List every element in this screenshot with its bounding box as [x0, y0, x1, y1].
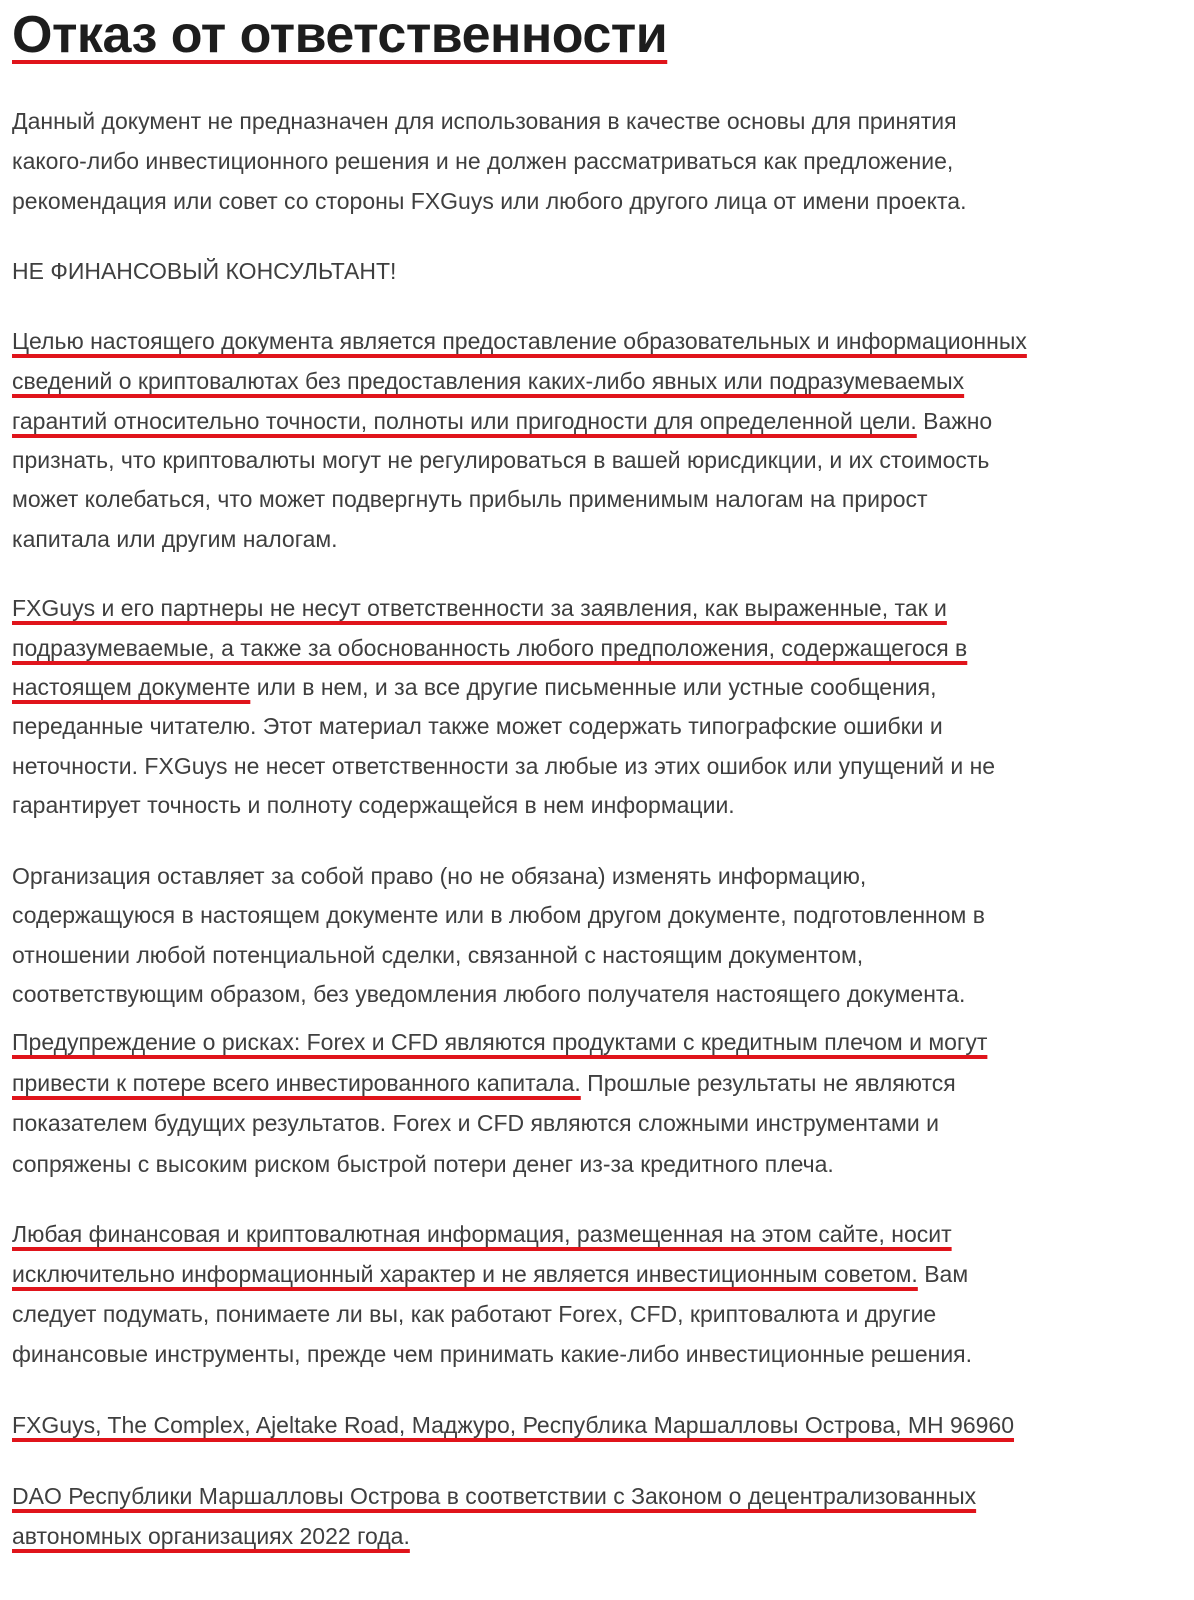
p3-line-3: гарантий относительно точности, полноты или пригодности для определенной цели. Важно [12, 408, 993, 434]
p7-line-4: финансовые инструменты, прежде чем принимать какие-либо инвестиционные решения. [12, 1341, 973, 1367]
p1-line-2: какого-либо инвестиционного решения и не должен рассматриваться как предложение, [12, 148, 954, 174]
p3-line-4: признать, что криптовалюты могут не регулироваться в вашей юрисдикции, и их стоимость [12, 447, 990, 473]
p3-line-2: сведений о криптовалютах без предоставления каких-либо явных или подразумеваемых [12, 368, 965, 394]
p3-line-6: капитала или другим налогам. [12, 526, 338, 552]
p5-line-2: содержащуюся в настоящем документе или в любом другом документе, подготовленном в [12, 902, 985, 928]
p3-line-1: Целью настоящего документа является предоставление образовательных и информационных [12, 328, 1027, 354]
p4-line-2: подразумеваемые, а также за обоснованность любого предположения, содержащегося в [12, 635, 968, 661]
p4-line-3: настоящем документе или в нем, и за все другие письменные или устные сообщения, [12, 674, 937, 700]
p3-line-5: может колебаться, что может подвергнуть прибыль применимым налогам на прирост [12, 486, 928, 512]
p6-line-3: показателем будущих результатов. Forex и CFD являются сложными инструментами и [12, 1110, 939, 1136]
company-address: FXGuys, The Complex, Ajeltake Road, Маджуро, Республика Маршалловы Острова, MH 96960 [12, 1412, 1015, 1438]
p7-line-1: Любая финансовая и криптовалютная информация, размещенная на этом сайте, носит [12, 1221, 952, 1247]
p6-line-1: Предупреждение о рисках: Forex и CFD являются продуктами с кредитным плечом и могут [12, 1029, 988, 1055]
p6-line-2: привести к потере всего инвестированного капитала. Прошлые результаты не являются [12, 1070, 956, 1096]
p5-line-3: отношении любой потенциальной сделки, связанной с настоящим документом, [12, 942, 864, 968]
p4-line-1: FXGuys и его партнеры не несут ответственности за заявления, как выраженные, так и [12, 595, 947, 621]
p1-line-3: рекомендация или совет со стороны FXGuys или любого другого лица от имени проекта. [12, 188, 967, 214]
p1-line-1: Данный документ не предназначен для использования в качестве основы для принятия [12, 108, 957, 134]
p7-line-2: исключительно информационный характер и не является инвестиционным советом. Вам [12, 1261, 969, 1287]
p9-line-2: автономных организациях 2022 года. [12, 1523, 410, 1549]
p5-line-4: соответствующим образом, без уведомления любого получателя настоящего документа. [12, 981, 966, 1007]
p4-line-6: гарантирует точность и полноту содержащейся в нем информации. [12, 792, 735, 818]
p7-line-3: следует подумать, понимаете ли вы, как работают Forex, CFD, криптовалюта и другие [12, 1301, 937, 1327]
page-title: Отказ от ответственности [12, 6, 668, 64]
p6-line-4: сопряжены с высоким риском быстрой потери денег из-за кредитного плеча. [12, 1151, 834, 1177]
not-financial-advisor-notice: НЕ ФИНАНСОВЫЙ КОНСУЛЬТАНТ! [12, 258, 397, 284]
p4-line-4: переданные читателю. Этот материал также может содержать типографские ошибки и [12, 713, 943, 739]
p9-line-1: DAO Республики Маршалловы Острова в соответствии с Законом о децентрализованных [12, 1483, 977, 1509]
p4-line-5: неточности. FXGuys не несет ответственности за любые из этих ошибок или упущений и не [12, 753, 996, 779]
p5-line-1: Организация оставляет за собой право (но не обязана) изменять информацию, [12, 863, 867, 889]
